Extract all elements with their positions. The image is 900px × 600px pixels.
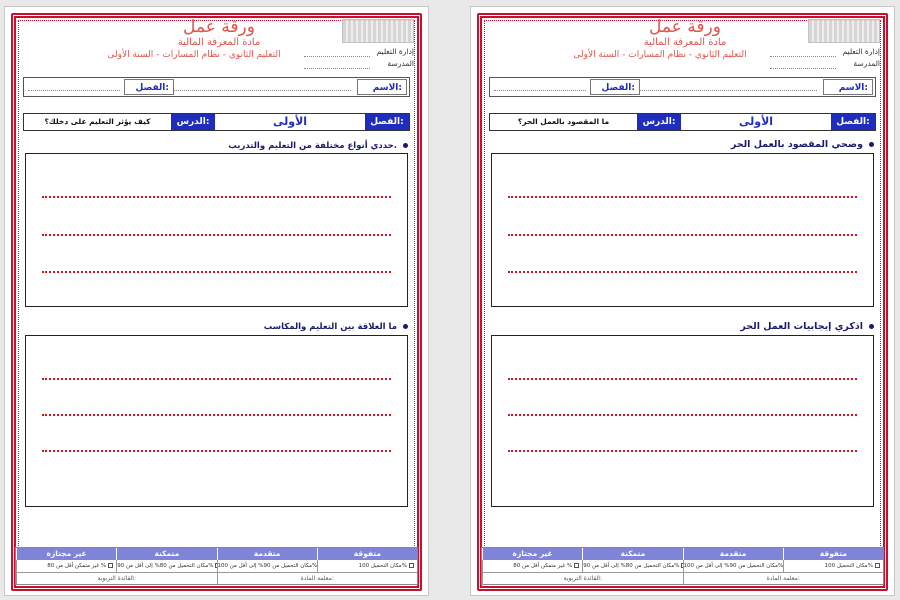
principal-signature: القائدة التربوية: — [16, 573, 217, 585]
class-input-line[interactable] — [28, 90, 120, 91]
checkbox-icon — [574, 563, 579, 568]
assessment-table — [15, 547, 418, 585]
level-desc[interactable]: مكان التحميل من 90% إلى أقل من 100% — [217, 560, 317, 573]
question-1: حددي أنواع مختلفة من التعليم والتدريب. — [228, 141, 408, 151]
worksheet-page-right — [470, 6, 895, 596]
level-advanced: متقدمة — [683, 548, 783, 560]
answer-box-2[interactable] — [25, 335, 408, 507]
answer-box-1[interactable] — [491, 153, 874, 307]
question-2: اذكري إيجابيات العمل الحر — [740, 321, 874, 332]
lesson-title: ما المقصود بالعمل الحر؟ — [517, 117, 610, 126]
student-info-box — [23, 77, 410, 97]
principal-signature: القائدة التربوية: — [482, 573, 683, 585]
class-input-line[interactable] — [494, 90, 586, 91]
subject-title: مادة المعرفة المالية — [177, 37, 261, 48]
ministry-logo — [808, 19, 880, 43]
level-desc[interactable]: مكان التحميل من 90% إلى أقل من 100% — [683, 560, 783, 573]
question-1: وضحي المقصود بالعمل الحر — [731, 139, 874, 150]
level-excellent: متفوقة — [783, 548, 883, 560]
level-excellent: متفوقة — [317, 548, 417, 560]
class-label: الفصل: — [590, 79, 640, 95]
page-title: ورقة عمل — [183, 17, 255, 37]
level-desc[interactable]: مكان التحميل من 80% إلى أقل من 90% — [582, 560, 682, 573]
level-proficient: متمكنة — [116, 548, 216, 560]
level-not-passed: غير مجتازة — [16, 548, 116, 560]
answer-box-2[interactable] — [491, 335, 874, 507]
answer-box-1[interactable] — [25, 153, 408, 307]
school-field: المدرسة — [304, 59, 414, 71]
track-title: التعليم الثانوي - نظام المسارات - السنة الأولى — [573, 50, 747, 60]
unit-label: الفصل: — [831, 114, 875, 130]
level-not-passed: غير مجتازة — [482, 548, 582, 560]
bullet-icon — [403, 324, 408, 329]
level-desc[interactable]: مكان التحميل 100% — [317, 560, 417, 573]
lesson-label: الدرس: — [171, 114, 215, 130]
school-field: المدرسة — [770, 59, 880, 71]
name-input-line[interactable] — [174, 90, 351, 91]
level-proficient: متمكنة — [582, 548, 682, 560]
unit-label: الفصل: — [365, 114, 409, 130]
teacher-signature: معلمة المادة: — [217, 573, 418, 585]
teacher-signature: معلمة المادة: — [683, 573, 884, 585]
subject-title: مادة المعرفة المالية — [643, 37, 727, 48]
page-header — [485, 17, 880, 77]
lesson-label: الدرس: — [637, 114, 681, 130]
lesson-bar — [23, 113, 410, 131]
name-label: الاسم: — [823, 79, 873, 95]
bullet-icon — [869, 142, 874, 147]
track-title: التعليم الثانوي - نظام المسارات - السنة الأولى — [107, 50, 281, 60]
bullet-icon — [869, 324, 874, 329]
unit-value: الأولى — [738, 115, 774, 128]
student-info-box — [489, 77, 876, 97]
assessment-table — [481, 547, 884, 585]
education-field: إدارة التعليم — [304, 47, 414, 59]
worksheet-page-left — [4, 6, 429, 596]
level-desc[interactable]: غير متمكن أقل من 80 % — [16, 560, 116, 573]
checkbox-icon — [108, 563, 113, 568]
level-desc[interactable]: غير متمكن أقل من 80 % — [482, 560, 582, 573]
lesson-title: كيف يؤثر التعليم على دخلك؟ — [44, 117, 151, 126]
level-advanced: متقدمة — [217, 548, 317, 560]
education-field: إدارة التعليم — [770, 47, 880, 59]
page-title: ورقة عمل — [649, 17, 721, 37]
class-label: الفصل: — [124, 79, 174, 95]
bullet-icon — [403, 143, 408, 148]
page-header: ورقة عمل مادة المعرفة المالية التعليم الثانوي - نظام المسارات - السنة الأولى إدارة التعليم المدرسة · — [21, 17, 414, 73]
name-label: الاسم: — [357, 79, 407, 95]
level-desc[interactable]: مكان التحميل 100% — [783, 560, 883, 573]
checkbox-icon — [409, 563, 414, 568]
unit-value: الأولى — [272, 115, 308, 128]
question-2: ما العلاقة بين التعليم والمكاسب — [264, 322, 408, 332]
lesson-bar — [489, 113, 876, 131]
name-input-line[interactable] — [640, 90, 817, 91]
ministry-logo — [342, 19, 414, 43]
checkbox-icon — [875, 563, 880, 568]
level-desc[interactable]: مكان التحميل من 80% إلى أقل من 90% — [116, 560, 216, 573]
